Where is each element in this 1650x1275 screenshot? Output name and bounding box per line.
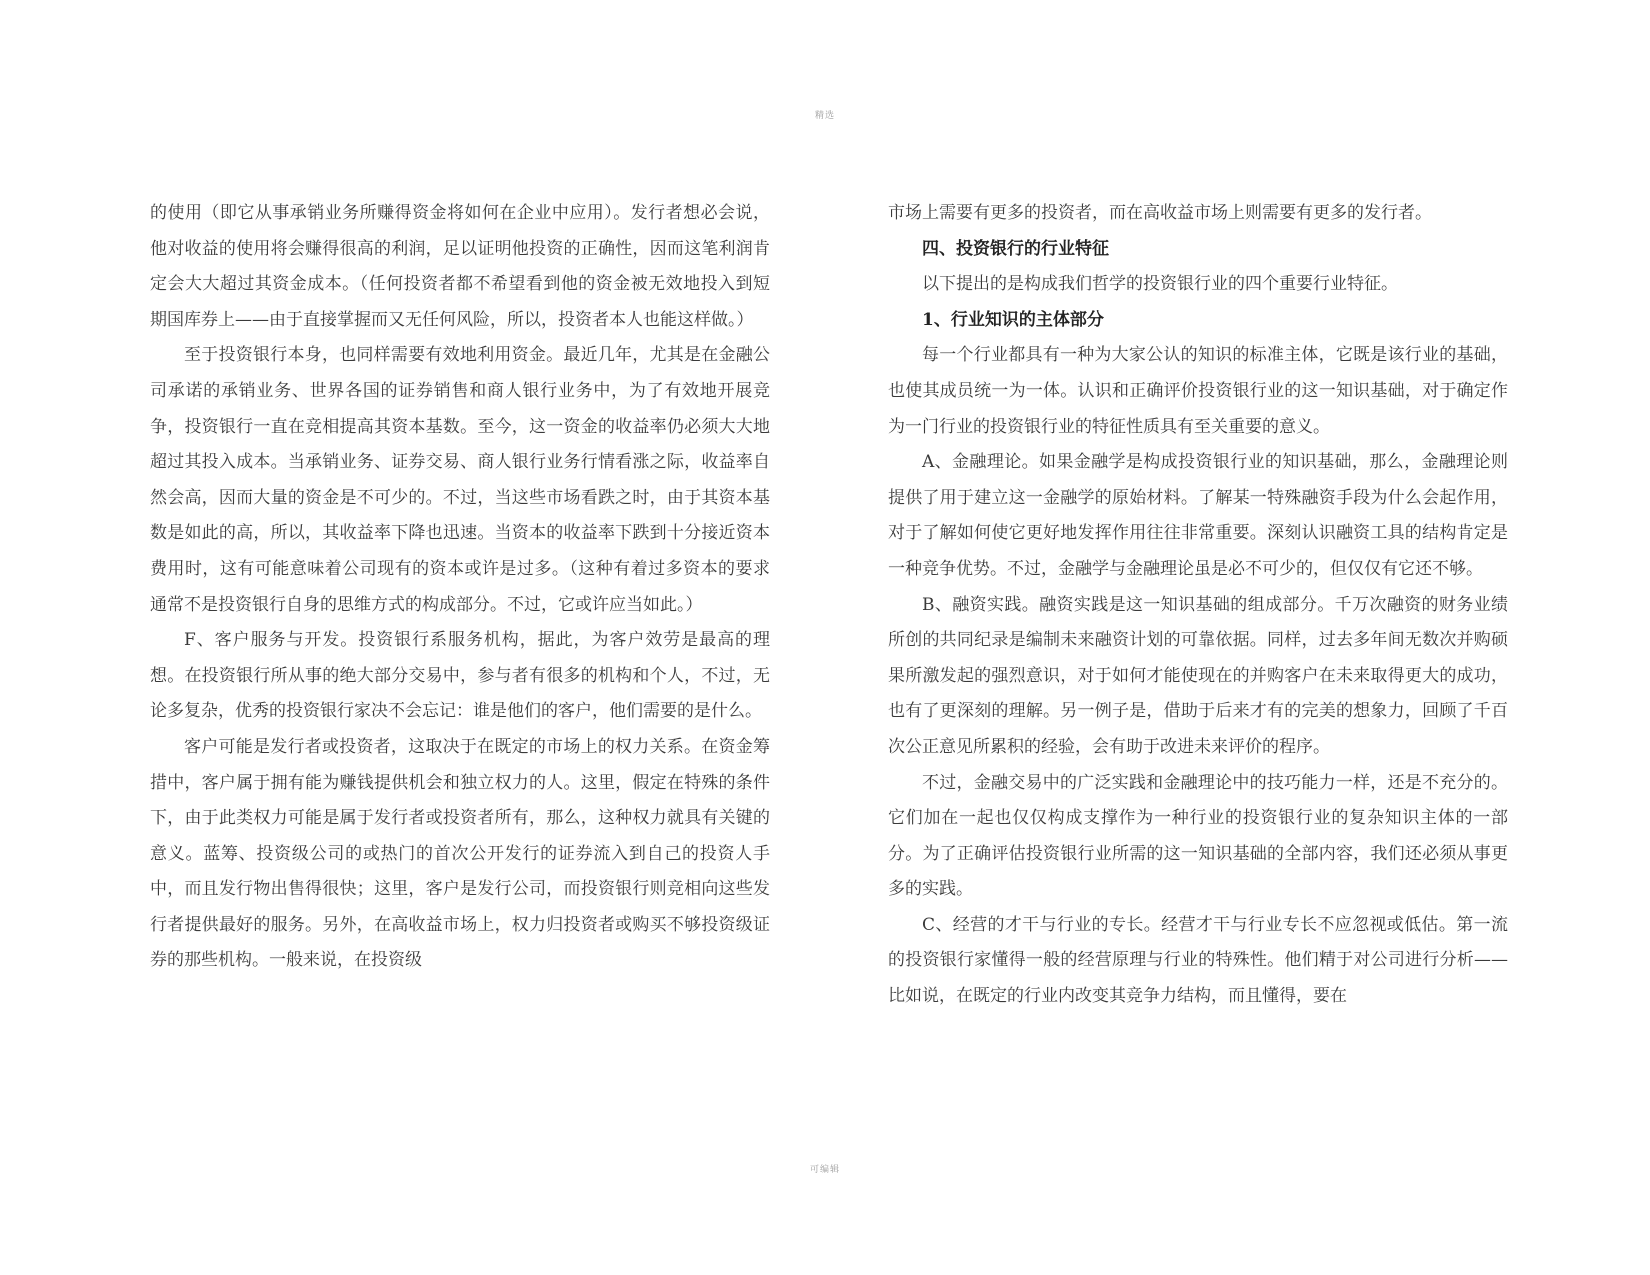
right-paragraph-6: 不过，金融交易中的广泛实践和金融理论中的技巧能力一样，还是不充分的。它们加在一起也仅仅构成支撑作为一种行业的投资银行业的复杂知识主体的一部分。为了正确评估投资银行业所需的这一知识基础的全部内容，我们还必须从事更多的实践。 xyxy=(888,772,1508,900)
left-paragraph-4: 客户可能是发行者或投资者，这取决于在既定的市场上的权力关系。在资金筹措中，客户属于拥有能为赚钱提供机会和独立权力的人。这里，假定在特殊的条件下，由于此类权力可能是属于发行者或投资者所有，那么，这种权力就具有关键的意义。蓝筹、投资级公司的或热门的首次公开发行的证券流入到自己的投资人手中，而且发行物出售得很快；这里，客户是发行公司，而投资银行则竞相向这些发行者提供最好的服务。另外，在高收益市场上，权力归投资者或购买不够投资级证券的那些机构。一般来说，在投资级 xyxy=(150,736,770,971)
right-paragraph-2: 以下提出的是构成我们哲学的投资银行业的四个重要行业特征。 xyxy=(922,274,1398,295)
right-paragraph-1: 市场上需要有更多的投资者，而在高收益市场上则需要有更多的发行者。 xyxy=(888,203,1432,223)
left-column xyxy=(150,196,770,979)
right-paragraph-7: C、经营的才干与行业的专长。经营才干与行业专长不应忽视或低估。第一流的投资银行家懂得一般的经营原理与行业的特殊性。他们精于对公司进行分析——比如说，在既定的行业内改变其竞争力结构，而且懂得，要在 xyxy=(888,914,1508,1007)
section-heading-4: 四、投资银行的行业特征 xyxy=(922,238,1109,259)
left-paragraph-2: 至于投资银行本身，也同样需要有效地利用资金。最近几年，尤其是在金融公司承诺的承销业务、世界各国的证券销售和商人银行业务中，为了有效地开展竞争，投资银行一直在竞相提高其资本基数。至今，这一资金的收益率仍必须大大地超过其投入成本。当承销业务、证券交易、商人银行业务行情看涨之际，收益率自然会高，因而大量的资金是不可少的。不过，当这些市场看跌之时，由于其资本基数是如此的高，所以，其收益率下降也迅速。当资本的收益率下跌到十分接近资本费用时，这有可能意味着公司现有的资本或许是过多。（这种有着过多资本的要求通常不是投资银行自身的思维方式的构成部分。不过，它或许应当如此。） xyxy=(150,345,770,615)
right-paragraph-3: 每一个行业都具有一种为大家公认的知识的标准主体，它既是该行业的基础，也使其成员统一为一体。认识和正确评价投资银行业的这一知识基础，对于确定作为一门行业的投资银行业的特征性质具有至关重要的意义。 xyxy=(888,345,1508,437)
right-paragraph-5: B、融资实践。融资实践是这一知识基础的组成部分。千万次融资的财务业绩所创的共同纪录是编制未来融资计划的可靠依据。同样，过去多年间无数次并购硕果所激发起的强烈意识，对于如何才能使现在的并购客户在未来取得更大的成功，也有了更深刻的理解。另一例子是，借助于后来才有的完美的想象力，回顾了千百次公正意见所累积的经验，会有助于改进未来评价的程序。 xyxy=(888,594,1508,757)
header-watermark: 精选 xyxy=(814,111,835,121)
footer-watermark: 可编辑 xyxy=(809,1165,840,1175)
right-column xyxy=(888,196,1508,1015)
left-paragraph-1: 的使用（即它从事承销业务所赚得资金将如何在企业中应用）。发行者想必会说，他对收益的使用将会赚得很高的利润，足以证明他投资的正确性，因而这笔利润肯定会大大超过其资金成本。（任何投资者都不希望看到他的资金被无效地投入到短期国库券上——由于直接掌握而又无任何风险，所以，投资者本人也能这样做。） xyxy=(150,203,770,330)
right-paragraph-4: A、金融理论。如果金融学是构成投资银行业的知识基础，那么，金融理论则提供了用于建立这一金融学的原始材料。了解某一特殊融资手段为什么会起作用，对于了解如何使它更好地发挥作用往往非常重要。深刻认识融资工具的结构肯定是一种竞争优势。不过，金融学与金融理论虽是必不可少的，但仅仅有它还不够。 xyxy=(888,452,1508,579)
left-paragraph-3: F、客户服务与开发。投资银行系服务机构，据此，为客户效劳是最高的理想。在投资银行所从事的绝大部分交易中，参与者有很多的机构和个人，不过，无论多复杂，优秀的投资银行家决不会忘记：谁是他们的客户，他们需要的是什么。 xyxy=(150,630,770,722)
subsection-heading-1: 1、行业知识的主体部分 xyxy=(922,309,1104,330)
